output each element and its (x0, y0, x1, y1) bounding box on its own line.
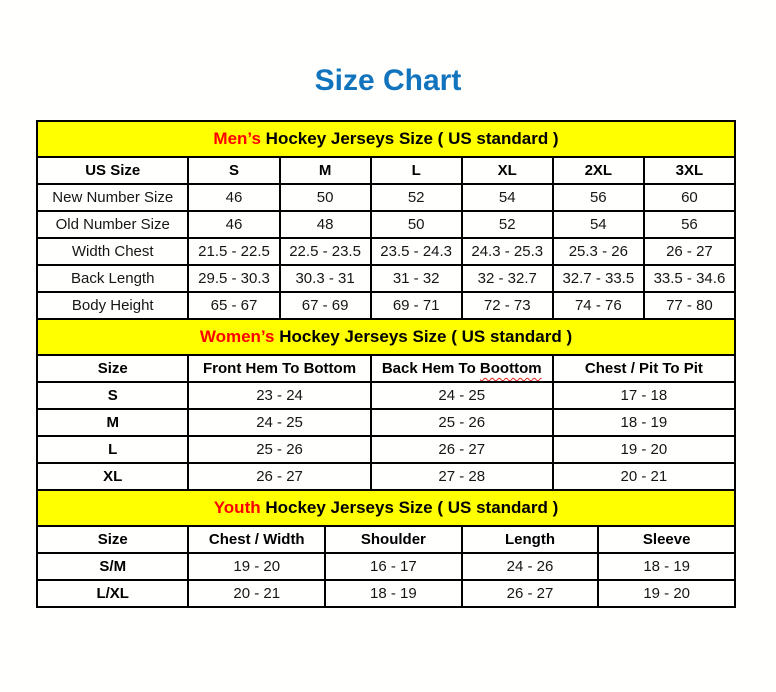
table-cell: 18 - 19 (325, 580, 462, 607)
table-cell: 32 - 32.7 (462, 265, 553, 292)
table-row (37, 463, 735, 490)
table-cell: 23 - 24 (188, 382, 370, 409)
table-cell: 26 - 27 (188, 463, 370, 490)
womens-title-highlight: Women’s (199, 327, 275, 346)
table-cell: 27 - 28 (371, 463, 553, 490)
youth-column-header-row (37, 526, 735, 553)
youth-title-highlight: Youth (213, 498, 261, 517)
column-header: Sleeve (598, 526, 735, 553)
misspelled-word: Boottom (479, 360, 542, 377)
column-header-misspelled (371, 355, 553, 382)
womens-title-rest: Hockey Jerseys Size ( US standard ) (274, 327, 573, 346)
row-label: L (37, 436, 188, 463)
womens-size-table (36, 318, 736, 491)
row-label: Body Height (37, 292, 188, 319)
table-cell: 20 - 21 (553, 463, 735, 490)
table-cell: 54 (462, 184, 553, 211)
table-row (37, 211, 735, 238)
table-cell: 29.5 - 30.3 (188, 265, 279, 292)
table-cell: 16 - 17 (325, 553, 462, 580)
table-cell: 19 - 20 (553, 436, 735, 463)
youth-title-rest: Hockey Jerseys Size ( US standard ) (260, 498, 559, 517)
table-row (37, 238, 735, 265)
table-cell: 25 - 26 (371, 409, 553, 436)
table-cell: 54 (553, 211, 644, 238)
column-header: Chest / Pit To Pit (553, 355, 735, 382)
table-cell: 74 - 76 (553, 292, 644, 319)
mens-size-table (36, 120, 736, 320)
table-cell: 25.3 - 26 (553, 238, 644, 265)
column-header: Front Hem To Bottom (188, 355, 370, 382)
table-row (37, 292, 735, 319)
row-label: XL (37, 463, 188, 490)
table-cell: 24.3 - 25.3 (462, 238, 553, 265)
table-cell: 19 - 20 (598, 580, 735, 607)
table-cell: 26 - 27 (371, 436, 553, 463)
column-header: S (188, 157, 279, 184)
table-cell: 24 - 25 (371, 382, 553, 409)
table-cell: 24 - 25 (188, 409, 370, 436)
table-cell: 48 (280, 211, 371, 238)
table-cell: 32.7 - 33.5 (553, 265, 644, 292)
table-cell: 21.5 - 22.5 (188, 238, 279, 265)
table-cell: 18 - 19 (553, 409, 735, 436)
column-header: L (371, 157, 462, 184)
table-cell: 52 (462, 211, 553, 238)
youth-section-header-row (37, 490, 735, 526)
column-header: US Size (37, 157, 188, 184)
table-cell: 25 - 26 (188, 436, 370, 463)
table-cell: 19 - 20 (188, 553, 325, 580)
mens-title-rest: Hockey Jerseys Size ( US standard ) (260, 129, 559, 148)
table-row (37, 436, 735, 463)
column-header: 2XL (553, 157, 644, 184)
page-title: Size Chart (314, 64, 462, 97)
womens-column-header-row (37, 355, 735, 382)
column-header: Shoulder (325, 526, 462, 553)
table-cell: 22.5 - 23.5 (280, 238, 371, 265)
column-header: Size (37, 526, 188, 553)
table-cell: 56 (553, 184, 644, 211)
table-cell: 18 - 19 (598, 553, 735, 580)
column-header: M (280, 157, 371, 184)
row-label: M (37, 409, 188, 436)
table-cell: 69 - 71 (371, 292, 462, 319)
table-cell: 56 (644, 211, 735, 238)
column-header: 3XL (644, 157, 735, 184)
youth-section-title (37, 490, 735, 526)
table-cell: 26 - 27 (644, 238, 735, 265)
table-cell: 72 - 73 (462, 292, 553, 319)
table-row (37, 265, 735, 292)
womens-section-header-row (37, 319, 735, 355)
mens-section-title (37, 121, 735, 157)
size-chart-tables (36, 120, 736, 608)
row-label: Old Number Size (37, 211, 188, 238)
table-cell: 24 - 26 (462, 553, 599, 580)
row-label: Back Length (37, 265, 188, 292)
table-cell: 31 - 32 (371, 265, 462, 292)
table-row (37, 184, 735, 211)
table-cell: 77 - 80 (644, 292, 735, 319)
column-header: Chest / Width (188, 526, 325, 553)
table-row (37, 580, 735, 607)
table-cell: 52 (371, 184, 462, 211)
column-header: Size (37, 355, 188, 382)
row-label: New Number Size (37, 184, 188, 211)
table-cell: 50 (280, 184, 371, 211)
row-label: S (37, 382, 188, 409)
back-hem-text: Back Hem To (381, 360, 480, 377)
table-cell: 33.5 - 34.6 (644, 265, 735, 292)
table-row (37, 382, 735, 409)
table-cell: 50 (371, 211, 462, 238)
table-row (37, 409, 735, 436)
table-cell: 46 (188, 211, 279, 238)
table-cell: 67 - 69 (280, 292, 371, 319)
youth-size-table (36, 489, 736, 608)
row-label: Width Chest (37, 238, 188, 265)
mens-section-header-row (37, 121, 735, 157)
table-cell: 30.3 - 31 (280, 265, 371, 292)
column-header: Length (462, 526, 599, 553)
mens-column-header-row (37, 157, 735, 184)
womens-section-title (37, 319, 735, 355)
table-cell: 17 - 18 (553, 382, 735, 409)
mens-title-highlight: Men’s (213, 129, 261, 148)
column-header: XL (462, 157, 553, 184)
table-cell: 23.5 - 24.3 (371, 238, 462, 265)
table-cell: 20 - 21 (188, 580, 325, 607)
table-cell: 46 (188, 184, 279, 211)
table-cell: 65 - 67 (188, 292, 279, 319)
table-row (37, 553, 735, 580)
row-label: L/XL (37, 580, 188, 607)
table-cell: 26 - 27 (462, 580, 599, 607)
table-cell: 60 (644, 184, 735, 211)
row-label: S/M (37, 553, 188, 580)
